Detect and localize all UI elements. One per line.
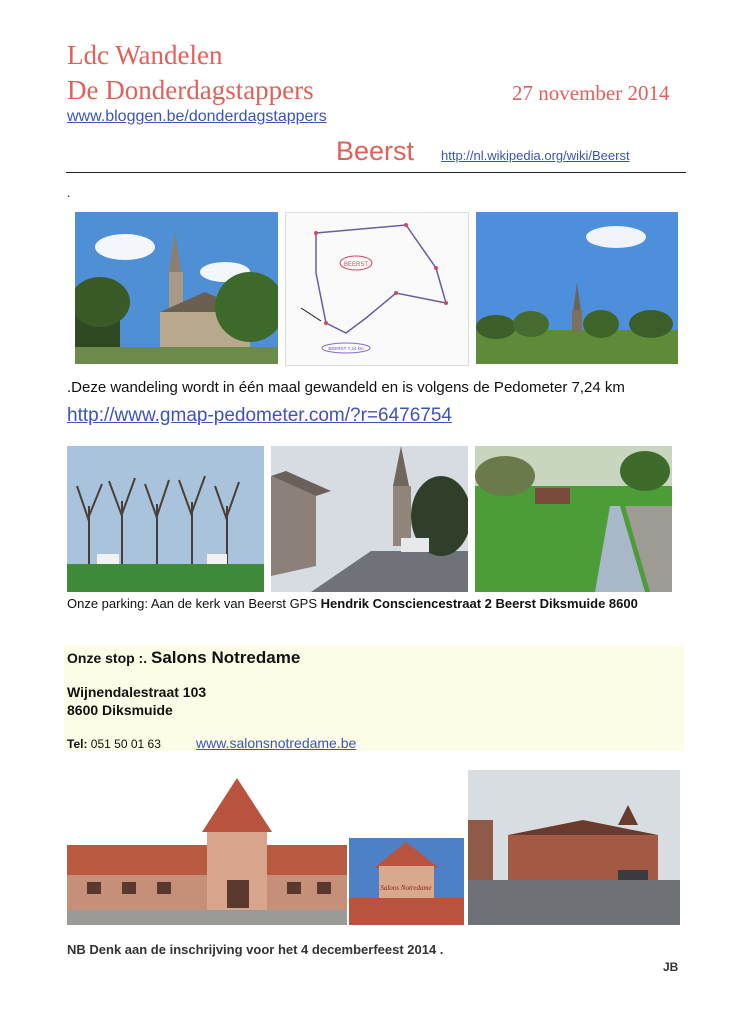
street-photo xyxy=(271,446,468,592)
salons-website-link[interactable]: www.salonsnotredame.be xyxy=(196,735,357,751)
salons-building-photo xyxy=(67,770,347,925)
stop-tel-line xyxy=(67,737,161,751)
map-footer: BEERST 7,24 km xyxy=(328,346,364,351)
wiki-link[interactable]: http://nl.wikipedia.org/wiki/Beerst xyxy=(441,148,630,163)
route-map xyxy=(285,212,469,366)
church-photo-1 xyxy=(75,212,278,364)
trees-photo xyxy=(67,446,264,592)
salons-street-photo xyxy=(468,770,680,925)
pedometer-link[interactable]: http://www.gmap-pedometer.com/?r=6476754 xyxy=(67,405,452,426)
header-divider xyxy=(66,172,686,173)
footer-note: NB Denk aan de inschrijving voor het 4 decemberfeest 2014 . xyxy=(67,942,444,957)
page-date: 27 november 2014 xyxy=(512,81,670,105)
stop-heading xyxy=(67,648,300,668)
author-initials: JB xyxy=(663,960,679,974)
title-line-1: Ldc Wandelen xyxy=(67,40,223,70)
sign-text: Salons Notredame xyxy=(380,884,432,892)
stop-street: Wijnendalestraat 103 xyxy=(67,684,207,700)
stop-label: Onze stop :. xyxy=(67,650,148,666)
parking-address: Hendrik Consciencestraat 2 Beerst Diksmuide 8600 xyxy=(320,596,638,611)
church-photo-2 xyxy=(476,212,678,364)
parking-prefix: Onze parking: Aan de kerk van Beerst GPS xyxy=(67,596,321,611)
tel-number: 051 50 01 63 xyxy=(90,737,161,751)
parking-line xyxy=(67,596,638,611)
stray-dot: . xyxy=(67,186,71,200)
blog-link[interactable]: www.bloggen.be/donderdagstappers xyxy=(67,108,327,125)
stream-photo xyxy=(475,446,672,592)
walk-description: .Deze wandeling wordt in één maal gewandeld en is volgens de Pedometer 7,24 km xyxy=(67,379,625,396)
stop-city: 8600 Diksmuide xyxy=(67,702,173,718)
tel-label: Tel: xyxy=(67,737,88,751)
map-label: BEERST xyxy=(343,262,369,268)
stop-name: Salons Notredame xyxy=(151,648,301,667)
place-title: Beerst xyxy=(336,136,415,166)
salons-sign-photo xyxy=(349,838,464,925)
title-line-2: De Donderdagstappers xyxy=(67,75,314,105)
